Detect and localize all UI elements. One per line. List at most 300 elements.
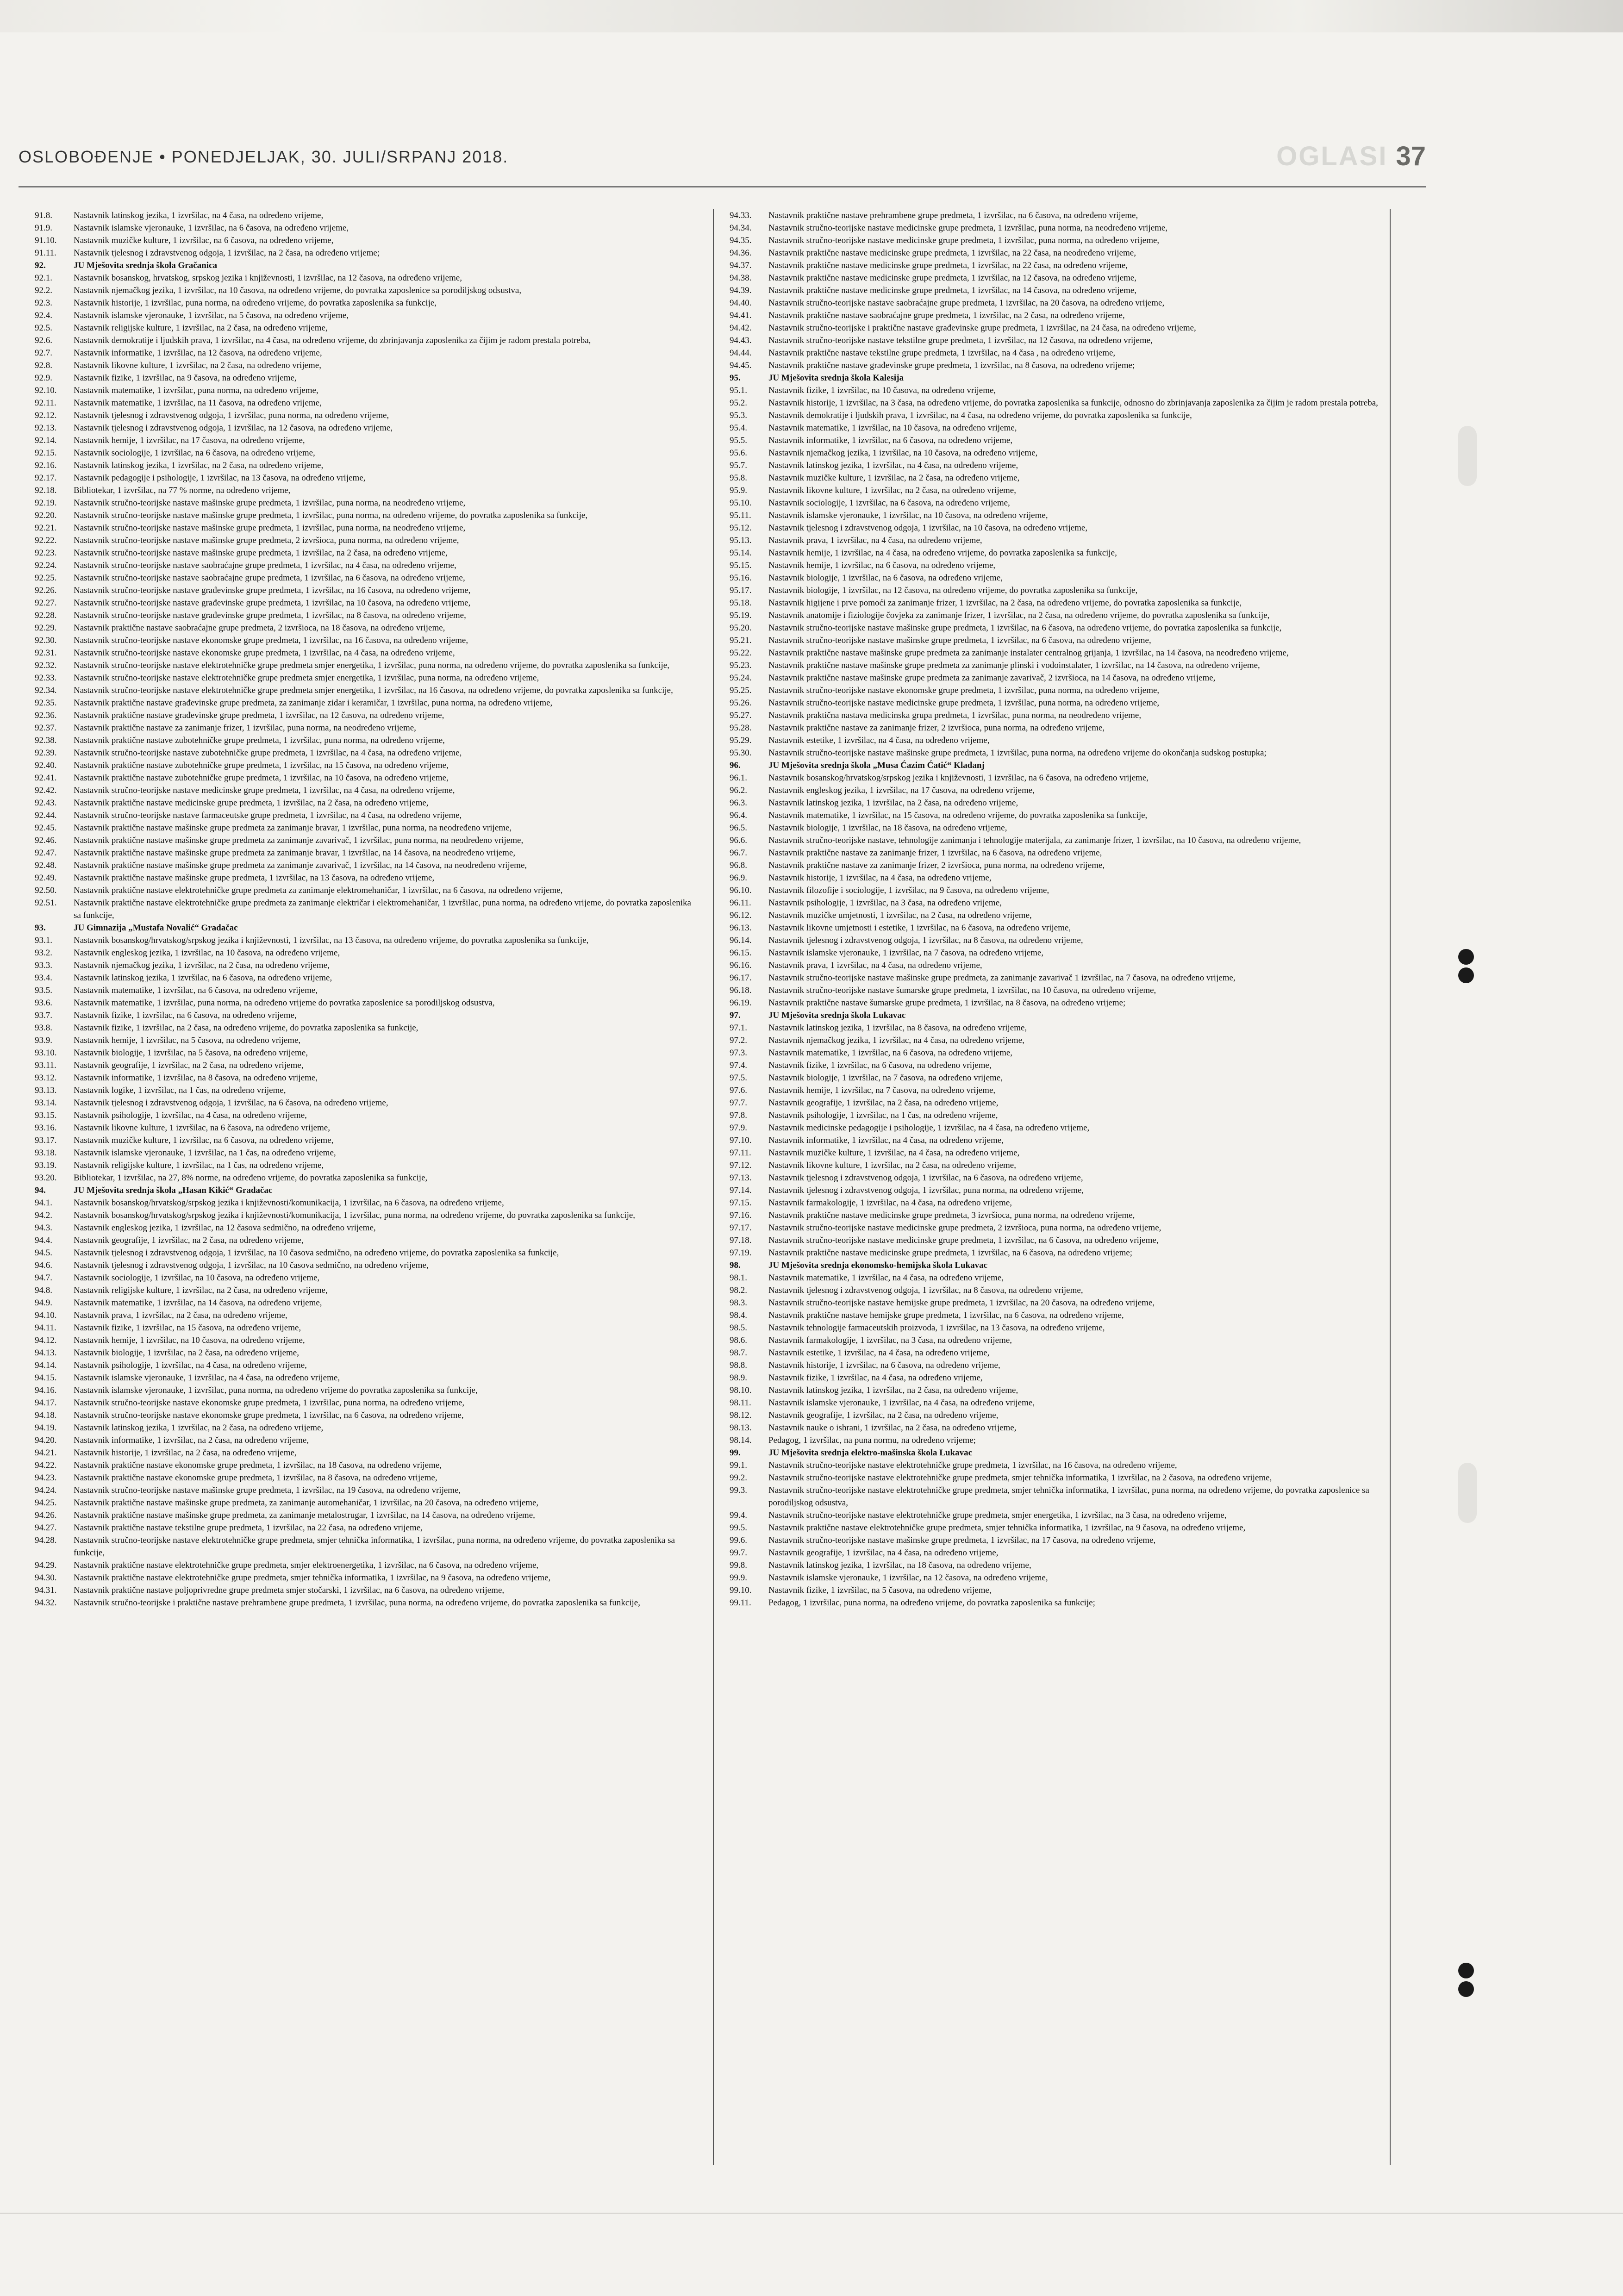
school-name: JU Mješovita srednja škola „Hasan Kikić“ Gradačac <box>74 1185 273 1195</box>
item-number: 94.31. <box>35 1585 57 1595</box>
position-text: Nastavnik muzičke umjetnosti, 1 izvršilac, na 2 časa, na određeno vrijeme, <box>768 911 1032 920</box>
position-text: Bibliotekar, 1 izvršilac, na 27, 8% norme, na određeno vrijeme, do povratka zaposlenika sa funkcije, <box>74 1173 428 1183</box>
item-number: 95.8. <box>730 473 747 483</box>
position-text: Nastavnik biologije, 1 izvršilac, na 2 časa, na određeno vrijeme, <box>74 1348 299 1358</box>
item-number: 92.34. <box>35 686 57 695</box>
position-text: Nastavnik stručno-teorijske nastave medicinske grupe predmeta, 1 izvršilac, na 4 časa, na određeno vrijeme, <box>74 786 455 795</box>
position-item <box>35 547 692 559</box>
position-item <box>730 584 1387 597</box>
position-text: Nastavnik islamske vjeronauke, 1 izvršilac, na 10 časova, na određeno vrijeme, <box>768 511 1048 520</box>
item-number: 98. <box>730 1260 741 1270</box>
item-number: 92.13. <box>35 423 57 433</box>
position-text: Nastavnik anatomije i fiziologije čovjeka za zanimanje frizer, 1 izvršilac, na 2 časa, na određeno vrijeme, do povratka zaposlenika sa funkcije, <box>768 611 1270 620</box>
item-number: 93.2. <box>35 948 52 958</box>
position-item <box>35 884 692 897</box>
item-number: 97.7. <box>730 1098 747 1108</box>
item-number: 91.10. <box>35 236 57 245</box>
item-number: 92.31. <box>35 648 57 658</box>
position-item <box>35 497 692 509</box>
binder-hole-mark <box>1458 967 1474 983</box>
position-text: Nastavnik prava, 1 izvršilac, na 4 časa, na određeno vrijeme, <box>768 961 982 970</box>
school-heading <box>730 1259 1387 1272</box>
item-number: 96. <box>730 761 741 770</box>
position-item <box>730 897 1387 909</box>
position-text: Nastavnik matematike, 1 izvršilac, na 15 časova, na određeno vrijeme, do povratka zaposlenika sa funkcije, <box>768 811 1148 820</box>
item-number: 95.10. <box>730 498 752 508</box>
position-item <box>730 1147 1387 1159</box>
item-number: 94.5. <box>35 1248 52 1258</box>
position-item <box>730 1484 1387 1509</box>
position-text: Nastavnik islamske vjeronauke, 1 izvršilac, na 7 časova, na određeno vrijeme, <box>768 948 1044 958</box>
item-number: 94.13. <box>35 1348 57 1358</box>
position-text: Nastavnik stručno-teorijske nastave mašinske grupe predmeta, 1 izvršilac, puna norma, na određeno vrijeme, do povratka zaposlenika sa funkcije, <box>74 511 588 520</box>
item-number: 93.4. <box>35 973 52 983</box>
position-item <box>730 1097 1387 1109</box>
item-number: 92.27. <box>35 598 57 608</box>
school-name: JU Mješovita srednja škola Gračanica <box>74 261 217 270</box>
position-item <box>35 609 692 622</box>
item-number: 93.18. <box>35 1148 57 1158</box>
item-number: 97. <box>730 1011 741 1020</box>
position-text: Nastavnik stručno-teorijske nastave mašinske grupe predmeta, za zanimanje zavarivač 1 izvršilac, na 7 časova, na određeno vrijeme, <box>768 973 1236 983</box>
item-number: 98.9. <box>730 1373 747 1383</box>
position-text: Nastavnik praktična nastava medicinska grupa predmeta, 1 izvršilac, puna norma, na neodređeno vrijeme, <box>768 711 1142 720</box>
section-title: OGLASI <box>1276 141 1388 171</box>
position-item <box>730 922 1387 934</box>
item-number: 92.41. <box>35 773 57 783</box>
position-text: Nastavnik informatike, 1 izvršilac, na 12 časova, na određeno vrijeme, <box>74 348 322 358</box>
position-text: Nastavnik stručno-teorijske nastave mašinske grupe predmeta, 2 izvršioca, puna norma, na određeno vrijeme, <box>74 536 459 545</box>
item-number: 91.11. <box>35 248 56 258</box>
position-text: Nastavnik praktične nastave građevinske grupe predmeta, 1 izvršilac, na 12 časova, na određeno vrijeme, <box>74 711 444 720</box>
item-number: 94.22. <box>35 1460 57 1470</box>
item-number: 97.12. <box>730 1160 752 1170</box>
position-item <box>35 972 692 984</box>
position-item <box>35 1347 692 1359</box>
position-item <box>35 1397 692 1409</box>
position-item <box>730 1209 1387 1222</box>
item-number: 92.32. <box>35 661 57 670</box>
item-number: 99.8. <box>730 1560 747 1570</box>
position-text: Bibliotekar, 1 izvršilac, na 77 % norme, na određeno vrijeme, <box>74 486 291 495</box>
position-item <box>730 1234 1387 1247</box>
item-number: 96.11. <box>730 898 751 908</box>
position-item <box>730 247 1387 259</box>
position-text: Nastavnik stručno-teorijske nastave elektrotehničke grupe predmeta smjer energetika, 1 izvršilac, na 16 časova, na određeno vrijeme, do povratka zaposlenika sa funkcije, <box>74 686 673 695</box>
position-text: Nastavnik hemije, 1 izvršilac, na 7 časova, na određeno vrijeme, <box>768 1086 996 1095</box>
item-number: 92.26. <box>35 586 57 595</box>
position-item <box>730 322 1387 334</box>
position-text: Nastavnik matematike, 1 izvršilac, puna norma, na određeno vrijeme do povratka zaposlenice sa porodiljskog odsustva, <box>74 998 495 1008</box>
position-text: Nastavnik praktične nastave hemijske grupe predmeta, 1 izvršilac, na 6 časova, na određeno vrijeme, <box>768 1310 1124 1320</box>
item-number: 93.6. <box>35 998 52 1008</box>
position-item <box>35 1384 692 1397</box>
position-text: Nastavnik praktične nastave medicinske grupe predmeta, 1 izvršilac, na 6 časova, na određeno vrijeme; <box>768 1248 1133 1258</box>
position-item <box>35 859 692 872</box>
position-text: Nastavnik praktične nastave za zanimanje frizer, 2 izvršioca, puna norma, na određeno vrijeme, <box>768 861 1105 870</box>
position-text: Nastavnik matematike, 1 izvršilac, na 6 časova, na određeno vrijeme, <box>74 986 318 995</box>
position-text: Nastavnik stručno-teorijske nastave elektrotehničke grupe predmeta, 1 izvršilac, na 16 časova, na određeno vrijeme, <box>768 1460 1177 1470</box>
position-item <box>35 1247 692 1259</box>
binder-hole-mark <box>1458 1981 1474 1997</box>
position-text: Nastavnik islamske vjeronauke, 1 izvršilac, na 5 časova, na određeno vrijeme, <box>74 311 349 320</box>
item-number: 97.14. <box>730 1185 752 1195</box>
position-text: Nastavnik historije, 1 izvršilac, puna norma, na određeno vrijeme, do povratka zaposlenika sa funkcije, <box>74 298 437 308</box>
item-number: 94.23. <box>35 1473 57 1483</box>
position-item <box>730 272 1387 284</box>
position-text: Nastavnik fizike, 1 izvršilac, na 15 časova, na određeno vrijeme, <box>74 1323 301 1333</box>
position-item <box>35 372 692 384</box>
position-item <box>35 1484 692 1497</box>
position-item <box>730 697 1387 709</box>
item-number: 92.5. <box>35 323 52 333</box>
position-text: Nastavnik tjelesnog i zdravstvenog odgoja, 1 izvršilac, puna norma, na određeno vrijeme, <box>768 1185 1084 1195</box>
position-text: Nastavnik likovne kulture, 1 izvršilac, na 2 časa, na određeno vrijeme, <box>768 1160 1016 1170</box>
position-item <box>35 1222 692 1234</box>
position-item <box>35 1272 692 1284</box>
binder-hole-mark <box>1458 949 1474 965</box>
position-item <box>35 1409 692 1422</box>
position-item <box>35 1459 692 1472</box>
item-number: 94.24. <box>35 1485 57 1495</box>
position-item <box>35 747 692 759</box>
position-item <box>35 1309 692 1322</box>
item-number: 95. <box>730 373 741 383</box>
section-and-page <box>1276 141 1426 172</box>
position-text: Nastavnik fizike, 1 izvršilac, na 4 časa, na određeno vrijeme, <box>768 1373 983 1383</box>
position-item <box>35 1022 692 1034</box>
position-text: Nastavnik biologije, 1 izvršilac, na 7 časova, na određeno vrijeme, <box>768 1073 1003 1083</box>
position-text: Nastavnik stručno-teorijske i praktične nastave prehrambene grupe predmeta, 1 izvršilac, puna norma, na određeno vrijeme, do povratka zaposlenika sa funkcije, <box>74 1598 640 1608</box>
item-number: 92.42. <box>35 786 57 795</box>
position-text: Nastavnik stručno-teorijske nastave ekonomske grupe predmeta, 1 izvršilac, na 16 časova, na određeno vrijeme, <box>74 636 468 645</box>
item-number: 95.11. <box>730 511 751 520</box>
item-number: 95.12. <box>730 523 752 533</box>
item-number: 98.13. <box>730 1423 752 1433</box>
item-number: 97.9. <box>730 1123 747 1133</box>
position-item <box>730 772 1387 784</box>
position-text: Nastavnik religijske kulture, 1 izvršilac, na 1 čas, na određeno vrijeme, <box>74 1160 324 1170</box>
position-text: Nastavnik islamske vjeronauke, 1 izvršilac, na 6 časova, na određeno vrijeme, <box>74 223 349 233</box>
position-text: Nastavnik fizike, 1 izvršilac, na 10 časova, na određeno vrijeme, <box>768 386 996 395</box>
position-text: Nastavnik matematike, 1 izvršilac, na 6 časova, na određeno vrijeme, <box>768 1048 1013 1058</box>
position-item <box>35 1434 692 1447</box>
position-text: Nastavnik likovne kulture, 1 izvršilac, na 2 časa, na određeno vrijeme, <box>768 486 1016 495</box>
position-item <box>730 497 1387 509</box>
position-item <box>730 597 1387 609</box>
position-text: Nastavnik matematike, 1 izvršilac, na 11 časova, na određeno vrijeme, <box>74 398 322 408</box>
scan-smudge <box>1458 426 1477 486</box>
position-text: Nastavnik bosanskog/hrvatskog/srpskog jezika i književnosti, 1 izvršilac, na 13 časova, na određeno vrijeme, do povratka zaposlenika sa funkcije, <box>74 936 589 945</box>
position-text: Nastavnik praktične nastave mašinske grupe predmeta za zanimanje plinski i vodoinstalater, 1 izvršilac, na 14 časova, na određeno vrijeme, <box>768 661 1260 670</box>
position-text: Nastavnik sociologije, 1 izvršilac, na 10 časova, na određeno vrijeme, <box>74 1273 320 1283</box>
position-text: Nastavnik prava, 1 izvršilac, na 4 časa, na određeno vrijeme, <box>768 536 982 545</box>
position-text: Nastavnik stručno-teorijske nastave tekstilne grupe predmeta, 1 izvršilac, na 12 časova, na određeno vrijeme, <box>768 336 1153 345</box>
item-number: 94.15. <box>35 1373 57 1383</box>
position-text: Nastavnik stručno-teorijske nastave elektrotehničke grupe predmeta, smjer energetika, 1 izvršilac, na 3 časa, na određeno vrijeme, <box>768 1510 1227 1520</box>
position-item <box>35 222 692 234</box>
item-number: 95.6. <box>730 448 747 458</box>
item-number: 99.9. <box>730 1573 747 1583</box>
item-number: 94.3. <box>35 1223 52 1233</box>
item-number: 92.40. <box>35 761 57 770</box>
position-text: Nastavnik stručno-teorijske nastave ekonomske grupe predmeta, 1 izvršilac, na 6 časova, na određeno vrijeme, <box>74 1410 464 1420</box>
item-number: 98.1. <box>730 1273 747 1283</box>
position-item <box>730 422 1387 434</box>
item-number: 96.7. <box>730 848 747 858</box>
position-item <box>35 247 692 259</box>
position-text: Nastavnik muzičke kulture, 1 izvršilac, na 2 časa, na određeno vrijeme, <box>768 473 1020 483</box>
item-number: 97.6. <box>730 1086 747 1095</box>
item-number: 92.19. <box>35 498 57 508</box>
position-item <box>35 472 692 484</box>
position-text: Nastavnik praktične nastave mašinske grupe predmeta, 1 izvršilac, na 13 časova, na određeno vrijeme, <box>74 873 435 883</box>
item-number: 95.3. <box>730 411 747 420</box>
position-text: Nastavnik psihologije, 1 izvršilac, na 4 časa, na određeno vrijeme, <box>74 1360 307 1370</box>
position-text: Nastavnik farmakologije, 1 izvršilac, na 3 časa, na određeno vrijeme, <box>768 1335 1012 1345</box>
item-number: 93.11. <box>35 1061 56 1070</box>
position-text: Nastavnik hemije, 1 izvršilac, na 17 časova, na određeno vrijeme, <box>74 436 305 445</box>
item-number: 93.16. <box>35 1123 57 1133</box>
item-number: 97.5. <box>730 1073 747 1083</box>
item-number: 94.40. <box>730 298 752 308</box>
position-item <box>730 1322 1387 1334</box>
item-number: 94.6. <box>35 1260 52 1270</box>
position-text: Nastavnik psihologije, 1 izvršilac, na 1 čas, na određeno vrijeme, <box>768 1111 998 1120</box>
item-number: 92.9. <box>35 373 52 383</box>
position-item <box>730 447 1387 459</box>
school-heading <box>730 1447 1387 1459</box>
position-text: Nastavnik hemije, 1 izvršilac, na 4 časa, na određeno vrijeme, do povratka zaposlenika sa funkcije, <box>768 548 1117 558</box>
position-text: Nastavnik stručno-teorijske nastave građevinske grupe predmeta, 1 izvršilac, na 8 časova, na određeno vrijeme, <box>74 611 466 620</box>
position-item <box>35 672 692 684</box>
item-number: 98.8. <box>730 1360 747 1370</box>
position-item <box>730 559 1387 572</box>
position-item <box>35 522 692 534</box>
item-number: 92.12. <box>35 411 57 420</box>
position-text: Nastavnik praktične nastave mašinske grupe predmeta za zanimanje bravar, 1 izvršilac, puna norma, na neodređeno vrijeme, <box>74 823 512 833</box>
item-number: 95.21. <box>730 636 752 645</box>
item-number: 97.1. <box>730 1023 747 1033</box>
position-text: Nastavnik praktične nastave mašinske grupe predmeta za zanimanje zavarivač, 1 izvršilac, puna norma, na neodređeno vrijeme, <box>74 836 524 845</box>
position-text: Nastavnik tjelesnog i zdravstvenog odgoja, 1 izvršilac, na 10 časova sedmično, na određeno vrijeme, <box>74 1260 429 1270</box>
position-text: Nastavnik njemačkog jezika, 1 izvršilac, na 10 časova, na određeno vrijeme, <box>768 448 1038 458</box>
item-number: 94.34. <box>730 223 752 233</box>
position-item <box>730 359 1387 372</box>
position-text: Nastavnik stručno-teorijske nastave, tehnologije zanimanja i tehnologije materijala, za zanimanje frizer, 1 izvršilac, na 10 časova, na određeno vrijeme, <box>768 836 1301 845</box>
school-heading <box>35 259 692 272</box>
item-number: 95.15. <box>730 561 752 570</box>
position-text: Nastavnik informatike, 1 izvršilac, na 6 časova, na određeno vrijeme, <box>768 436 1013 445</box>
position-item <box>35 1284 692 1297</box>
position-text: Nastavnik stručno-teorijske nastave ekonomske grupe predmeta, 1 izvršilac, na 4 časa, na određeno vrijeme, <box>74 648 455 658</box>
item-number: 94.41. <box>730 311 752 320</box>
position-item <box>35 772 692 784</box>
position-item <box>730 784 1387 797</box>
item-number: 94.43. <box>730 336 752 345</box>
position-item <box>730 1334 1387 1347</box>
item-number: 95.19. <box>730 611 752 620</box>
item-number: 94.27. <box>35 1523 57 1533</box>
position-item <box>35 1597 692 1609</box>
item-number: 93.10. <box>35 1048 57 1058</box>
position-text: Nastavnik praktične nastave medicinske grupe predmeta, 1 izvršilac, na 22 časa, na neodređeno vrijeme, <box>768 248 1136 258</box>
school-name: JU Mješovita srednja elektro-mašinska škola Lukavac <box>768 1448 973 1458</box>
position-item <box>35 1034 692 1047</box>
item-number: 92.21. <box>35 523 57 533</box>
position-text: Nastavnik stručno-teorijske nastave medicinske grupe predmeta, 1 izvršilac, puna norma, na određeno vrijeme, <box>768 698 1160 708</box>
position-text: Nastavnik tjelesnog i zdravstvenog odgoja, 1 izvršilac, puna norma, na određeno vrijeme, <box>74 411 389 420</box>
position-item <box>730 1409 1387 1422</box>
item-number: 94.38. <box>730 273 752 283</box>
position-item <box>730 459 1387 472</box>
item-number: 95.5. <box>730 436 747 445</box>
position-text: Nastavnik praktične nastave medicinske grupe predmeta, 1 izvršilac, na 14 časova, na određeno vrijeme, <box>768 286 1137 295</box>
item-number: 96.5. <box>730 823 747 833</box>
position-text: Nastavnik hemije, 1 izvršilac, na 10 časova, na određeno vrijeme, <box>74 1335 305 1345</box>
column-divider <box>713 209 714 2165</box>
item-number: 99.11. <box>730 1598 751 1608</box>
position-text: Nastavnik geografije, 1 izvršilac, na 2 časa, na određeno vrijeme, <box>74 1061 304 1070</box>
position-text: Nastavnik likovne umjetnosti i estetike, 1 izvršilac, na 6 časova, na određeno vrijeme, <box>768 923 1071 933</box>
position-text: Nastavnik informatike, 1 izvršilac, na 2 časa, na određeno vrijeme, <box>74 1435 309 1445</box>
position-item <box>730 1434 1387 1447</box>
position-item <box>730 384 1387 397</box>
position-item <box>35 397 692 409</box>
item-number: 91.9. <box>35 223 52 233</box>
position-text: Nastavnik islamske vjeronauke, 1 izvršilac, na 12 časova, na određeno vrijeme, <box>768 1573 1048 1583</box>
position-item <box>35 1072 692 1084</box>
position-text: Nastavnik matematike, 1 izvršilac, na 10 časova, na određeno vrijeme, <box>768 423 1017 433</box>
position-item <box>35 1447 692 1459</box>
item-number: 96.17. <box>730 973 752 983</box>
position-text: Nastavnik geografije, 1 izvršilac, na 2 časa, na određeno vrijeme, <box>74 1235 304 1245</box>
item-number: 99.2. <box>730 1473 747 1483</box>
position-text: Nastavnik religijske kulture, 1 izvršilac, na 2 časa, na određeno vrijeme, <box>74 1285 328 1295</box>
position-text: Nastavnik praktične nastave elektrotehničke grupe predmeta za zanimanje električar i elektromehaničar, 1 izvršilac, puna norma, na određeno vrijeme, do povratka zaposlenika sa funkcije, <box>74 898 691 920</box>
position-item <box>35 1534 692 1559</box>
position-text: Nastavnik latinskog jezika, 1 izvršilac, na 8 časova, na određeno vrijeme, <box>768 1023 1027 1033</box>
position-item <box>35 509 692 522</box>
position-item <box>35 584 692 597</box>
position-item <box>730 1222 1387 1234</box>
position-text: Nastavnik likovne kulture, 1 izvršilac, na 2 časa, na određeno vrijeme, <box>74 361 321 370</box>
item-number: 94.20. <box>35 1435 57 1445</box>
item-number: 97.19. <box>730 1248 752 1258</box>
item-number: 95.17. <box>730 586 752 595</box>
position-item <box>35 534 692 547</box>
position-text: Nastavnik tjelesnog i zdravstvenog odgoja, 1 izvršilac, na 10 časova, na određeno vrijeme, <box>768 523 1088 533</box>
item-number: 98.6. <box>730 1335 747 1345</box>
position-text: Nastavnik praktične nastave saobraćajne grupe predmeta, 2 izvršioca, na 18 časova, na određeno vrijeme, <box>74 623 445 633</box>
position-item <box>730 684 1387 697</box>
position-text: Nastavnik muzičke kulture, 1 izvršilac, na 6 časova, na određeno vrijeme, <box>74 1136 334 1145</box>
position-item <box>35 1497 692 1509</box>
item-number: 95.28. <box>730 723 752 733</box>
position-text: Nastavnik praktične nastave mašinske grupe predmeta za zanimanje bravar, 1 izvršilac, na 14 časova, na neodređeno vrijeme, <box>74 848 516 858</box>
position-item <box>730 472 1387 484</box>
item-number: 92.1. <box>35 273 52 283</box>
position-text: Nastavnik bosanskog/hrvatskog/srpskog jezika i književnosti/komunikacija, 1 izvršilac, na 6 časova, na određeno vrijeme, <box>74 1198 504 1208</box>
position-item <box>35 1147 692 1159</box>
position-text: Nastavnik sociologije, 1 izvršilac, na 6 časova, na određeno vrijeme, <box>74 448 315 458</box>
position-text: Nastavnik engleskog jezika, 1 izvršilac, na 12 časova sedmično, na određeno vrijeme, <box>74 1223 376 1233</box>
position-item <box>35 1172 692 1184</box>
position-item <box>35 322 692 334</box>
position-item <box>730 947 1387 959</box>
position-item <box>730 1047 1387 1059</box>
position-item <box>35 1422 692 1434</box>
item-number: 92.39. <box>35 748 57 758</box>
item-number: 98.10. <box>730 1385 752 1395</box>
position-item <box>730 872 1387 884</box>
position-item <box>35 759 692 772</box>
position-item <box>35 1509 692 1522</box>
position-text: Nastavnik tjelesnog i zdravstvenog odgoja, 1 izvršilac, na 8 časova, na određeno vrijeme, <box>768 936 1083 945</box>
position-text: Nastavnik matematike, 1 izvršilac, na 4 časa, na određeno vrijeme, <box>768 1273 1004 1283</box>
item-number: 94. <box>35 1185 46 1195</box>
item-number: 98.7. <box>730 1348 747 1358</box>
item-number: 96.12. <box>730 911 752 920</box>
position-text: Nastavnik geografije, 1 izvršilac, na 2 časa, na određeno vrijeme, <box>768 1410 999 1420</box>
item-number: 94.7. <box>35 1273 52 1283</box>
item-number: 99.3. <box>730 1485 747 1495</box>
position-item <box>730 997 1387 1009</box>
item-number: 92.29. <box>35 623 57 633</box>
position-text: Nastavnik higijene i prve pomoći za zanimanje frizer, 1 izvršilac, na 2 časa, na određeno vrijeme, do povratka zaposlenika sa funkcije, <box>768 598 1242 608</box>
item-number: 97.15. <box>730 1198 752 1208</box>
item-number: 94.4. <box>35 1235 52 1245</box>
item-number: 94.39. <box>730 286 752 295</box>
item-number: 94.1. <box>35 1198 52 1208</box>
position-item <box>35 384 692 397</box>
position-text: Nastavnik praktične nastave elektrotehničke grupe predmeta, smjer tehnička informatika, 1 izvršilac, na 9 časova, na određeno vrijeme, <box>74 1573 551 1583</box>
item-number: 99. <box>730 1448 741 1458</box>
position-item <box>730 647 1387 659</box>
position-text: Nastavnik stručno-teorijske nastave mašinske grupe predmeta, 1 izvršilac, puna norma, na određeno vrijeme do okončanja sudskog postupka; <box>768 748 1267 758</box>
position-item <box>730 1134 1387 1147</box>
position-text: Nastavnik stručno-teorijske nastave ekonomske grupe predmeta, 1 izvršilac, puna norma, na određeno vrijeme, <box>768 686 1160 695</box>
position-item <box>35 297 692 309</box>
position-text: Nastavnik stručno-teorijske nastave medicinske grupe predmeta, 1 izvršilac, puna norma, na neodređeno vrijeme, <box>768 223 1168 233</box>
school-heading <box>35 1184 692 1197</box>
position-text: Nastavnik tjelesnog i zdravstvenog odgoja, 1 izvršilac, na 6 časova, na određeno vrijeme, <box>768 1173 1083 1183</box>
item-number: 92.10. <box>35 386 57 395</box>
position-text: Nastavnik geografije, 1 izvršilac, na 2 časa, na određeno vrijeme, <box>768 1098 999 1108</box>
item-number: 92.37. <box>35 723 57 733</box>
position-item <box>35 1059 692 1072</box>
page-header <box>19 141 1426 175</box>
position-text: Nastavnik muzičke kulture, 1 izvršilac, na 6 časova, na određeno vrijeme, <box>74 236 334 245</box>
position-text: Nastavnik praktične nastave medicinske grupe predmeta, 1 izvršilac, na 2 časa, na određeno vrijeme, <box>74 798 429 808</box>
position-item <box>730 297 1387 309</box>
position-text: Nastavnik praktične nastave zubotehničke grupe predmeta, 1 izvršilac, na 10 časova, na određeno vrijeme, <box>74 773 449 783</box>
position-item <box>730 1509 1387 1522</box>
item-number: 95.30. <box>730 748 752 758</box>
position-item <box>35 1559 692 1572</box>
item-number: 92.24. <box>35 561 57 570</box>
position-item <box>730 222 1387 234</box>
position-text: Nastavnik praktične nastave mašinske grupe predmeta za zanimanje zavarivač, 2 izvršioca, na 14 časova, na određeno vrijeme, <box>768 673 1216 683</box>
left-column <box>35 209 692 1609</box>
item-number: 94.28. <box>35 1535 57 1545</box>
position-item <box>730 1309 1387 1322</box>
position-item <box>35 1359 692 1372</box>
scan-smudge <box>1458 1463 1477 1523</box>
position-text: Nastavnik stručno-teorijske nastave mašinske grupe predmeta, 1 izvršilac, puna norma, na neodređeno vrijeme, <box>74 498 466 508</box>
position-item <box>730 984 1387 997</box>
position-text: Nastavnik stručno-teorijske nastave mašinske grupe predmeta, 1 izvršilac, na 6 časova, na određeno vrijeme, <box>768 636 1151 645</box>
